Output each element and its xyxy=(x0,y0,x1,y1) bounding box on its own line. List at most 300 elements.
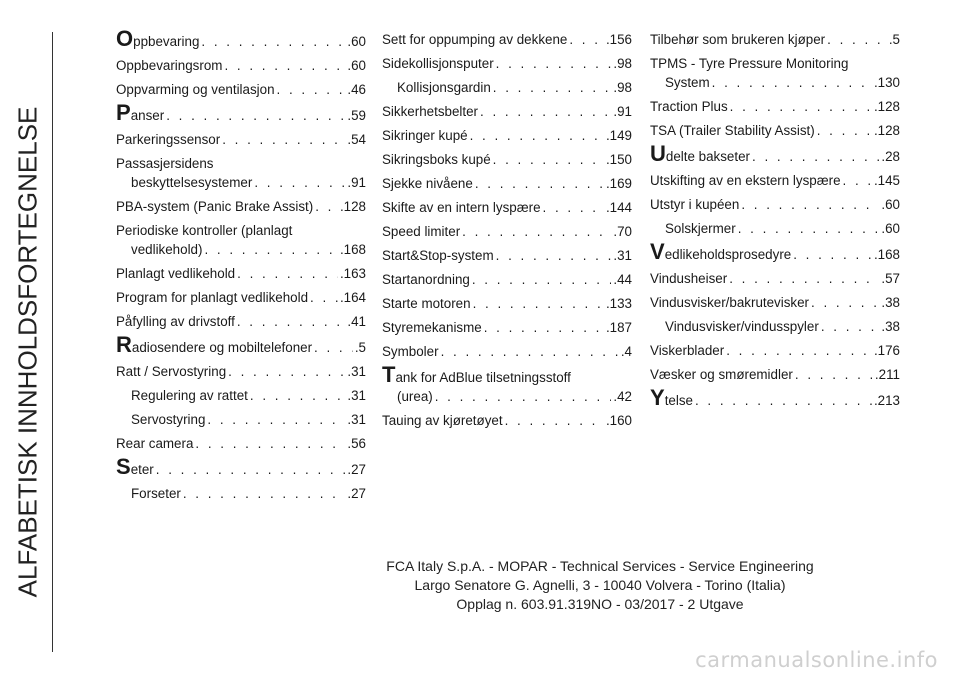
entry-line xyxy=(116,173,366,192)
entry-title: eter xyxy=(130,462,154,477)
index-entry xyxy=(116,221,366,259)
entry-line xyxy=(650,385,900,410)
index-entry xyxy=(382,222,632,241)
dot-leader xyxy=(493,150,604,169)
page-number: .150 xyxy=(605,152,632,167)
section-letter: U xyxy=(650,141,666,166)
page-number: .60 xyxy=(881,221,900,236)
index-entry xyxy=(116,484,366,503)
dot-leader xyxy=(195,434,345,453)
page-number: .163 xyxy=(339,266,366,281)
index-entry xyxy=(382,150,632,169)
entry-text xyxy=(116,362,226,381)
page-number: .187 xyxy=(605,320,632,335)
dot-leader xyxy=(843,171,872,190)
dot-leader xyxy=(201,32,345,51)
entry-title: Vindusheiser xyxy=(650,271,728,286)
entry-text xyxy=(116,197,313,216)
entry-line xyxy=(650,121,900,140)
index-entry xyxy=(116,454,366,479)
index-entry xyxy=(650,195,900,214)
entry-title: Start&Stop-system xyxy=(382,248,494,263)
index-entry xyxy=(382,318,632,337)
entry-line xyxy=(116,100,366,125)
page-number: .168 xyxy=(873,247,900,262)
dot-leader xyxy=(156,460,346,479)
entry-text xyxy=(650,293,809,312)
page-number: .98 xyxy=(613,80,632,95)
page-number: .144 xyxy=(605,200,632,215)
entry-text xyxy=(650,171,841,190)
index-entry xyxy=(382,102,632,121)
dot-leader xyxy=(484,318,604,337)
entry-text xyxy=(650,385,693,410)
entry-text xyxy=(665,219,736,238)
dot-leader xyxy=(726,341,872,360)
entry-title: Sikringer kupé xyxy=(382,128,468,143)
index-entry xyxy=(650,219,900,238)
dot-leader xyxy=(480,102,611,121)
page-number: .27 xyxy=(347,462,366,477)
index-entry xyxy=(650,54,900,92)
page-number: .57 xyxy=(881,271,900,286)
dot-leader xyxy=(204,240,337,259)
index-entry xyxy=(382,174,632,193)
page-number: .5 xyxy=(888,32,900,47)
entry-line xyxy=(382,362,632,387)
entry-line xyxy=(116,434,366,453)
entry-title: Utstyr i kupéen xyxy=(650,197,740,212)
dot-leader xyxy=(795,365,873,384)
entry-line xyxy=(382,126,632,145)
page-number: .169 xyxy=(605,176,632,191)
entry-line xyxy=(382,150,632,169)
dot-leader xyxy=(493,78,612,97)
dot-leader xyxy=(224,56,345,75)
entry-text xyxy=(382,222,460,241)
index-entry xyxy=(650,341,900,360)
entry-text xyxy=(116,454,154,479)
index-entry xyxy=(116,80,366,99)
entry-text xyxy=(116,332,313,357)
entry-continuation: vedlikehold) xyxy=(131,242,203,257)
index-entry xyxy=(382,294,632,313)
entry-text xyxy=(650,97,728,116)
entry-text xyxy=(650,121,815,140)
entry-title: Påfylling av drivstoff xyxy=(116,314,235,329)
side-divider xyxy=(52,32,53,652)
entry-text xyxy=(116,80,275,99)
index-entry xyxy=(650,97,900,116)
entry-line xyxy=(116,56,366,75)
dot-leader xyxy=(277,80,346,99)
dot-leader xyxy=(473,294,604,313)
page-number: .31 xyxy=(347,412,366,427)
entry-text xyxy=(116,26,200,51)
section-letter: T xyxy=(382,362,396,387)
entry-line xyxy=(650,73,900,92)
index-entry xyxy=(382,411,632,430)
index-entry xyxy=(382,30,632,49)
entry-title: Rear camera xyxy=(116,436,194,451)
entry-text xyxy=(382,318,482,337)
entry-line xyxy=(116,332,366,357)
entry-text xyxy=(650,30,825,49)
entry-title: Starte motoren xyxy=(382,296,471,311)
index-entry xyxy=(116,288,366,307)
page-number: .98 xyxy=(613,56,632,71)
section-letter: R xyxy=(116,332,132,357)
page-number: .149 xyxy=(605,128,632,143)
index-entry xyxy=(650,385,900,410)
entry-continuation: beskyttelsesystemer xyxy=(131,175,253,190)
entry-text xyxy=(382,294,471,313)
entry-line xyxy=(665,317,900,336)
dot-leader xyxy=(793,245,872,264)
entry-line xyxy=(382,198,632,217)
entry-title: Sett for oppumping av dekkene xyxy=(382,32,568,47)
entry-line xyxy=(650,239,900,264)
page-number: .27 xyxy=(347,486,366,501)
entry-text xyxy=(116,434,193,453)
index-entry xyxy=(650,239,900,264)
page-number: .42 xyxy=(613,389,632,404)
dot-leader xyxy=(237,264,338,283)
entry-title: Traction Plus xyxy=(650,99,728,114)
entry-line xyxy=(650,293,900,312)
entry-line xyxy=(650,365,900,384)
entry-text xyxy=(382,30,567,49)
dot-leader xyxy=(237,312,346,331)
entry-text xyxy=(650,54,848,73)
index-entry xyxy=(116,154,366,192)
entry-title: Passasjersidens xyxy=(116,156,214,171)
index-entry xyxy=(650,317,900,336)
entry-text xyxy=(116,221,292,240)
dot-leader xyxy=(752,147,879,166)
dot-leader xyxy=(462,222,611,241)
entry-line xyxy=(650,195,900,214)
publisher-footer xyxy=(340,557,860,614)
entry-title: Program for planlagt vedlikehold xyxy=(116,290,309,305)
entry-title: Solskjermer xyxy=(665,221,736,236)
index-entry xyxy=(382,362,632,406)
page-number: .60 xyxy=(347,58,366,73)
page-number: .4 xyxy=(620,344,632,359)
entry-text xyxy=(650,365,793,384)
section-letter: Y xyxy=(650,385,665,410)
entry-title: Parkeringssensor xyxy=(116,132,221,147)
entry-title: Speed limiter xyxy=(382,224,461,239)
dot-leader xyxy=(695,391,872,410)
entry-text xyxy=(116,100,165,125)
entry-continuation: System xyxy=(665,75,710,90)
entry-line xyxy=(116,362,366,381)
dot-leader xyxy=(730,97,872,116)
entry-text xyxy=(650,195,739,214)
entry-title: Sikringsboks kupé xyxy=(382,152,491,167)
entry-line xyxy=(116,154,366,173)
entry-text xyxy=(382,362,571,387)
index-entry xyxy=(650,171,900,190)
index-entry xyxy=(650,365,900,384)
entry-text xyxy=(665,317,819,336)
index-column-2 xyxy=(382,30,632,435)
page-number: .38 xyxy=(881,319,900,334)
entry-line xyxy=(116,288,366,307)
entry-line xyxy=(397,78,632,97)
entry-line xyxy=(650,269,900,288)
index-entry xyxy=(382,126,632,145)
entry-title: Kollisjonsgardin xyxy=(397,80,491,95)
entry-title: Styremekanisme xyxy=(382,320,482,335)
entry-line xyxy=(382,246,632,265)
entry-line xyxy=(382,222,632,241)
page-number: .70 xyxy=(613,224,632,239)
entry-title: Sidekollisjonsputer xyxy=(382,56,494,71)
entry-title: Periodiske kontroller (planlagt xyxy=(116,223,293,238)
page-number: .28 xyxy=(881,149,900,164)
dot-leader xyxy=(472,270,612,289)
entry-title: Tilbehør som brukeren kjøper xyxy=(650,32,826,47)
dot-leader xyxy=(712,73,872,92)
entry-title: Ratt / Servostyring xyxy=(116,364,227,379)
dot-leader xyxy=(315,197,338,216)
index-entry xyxy=(382,246,632,265)
index-entry xyxy=(650,30,900,49)
entry-line xyxy=(650,141,900,166)
page-number: .60 xyxy=(881,197,900,212)
entry-line xyxy=(116,26,366,51)
page-number: .46 xyxy=(347,82,366,97)
page-number: .41 xyxy=(347,314,366,329)
dot-leader xyxy=(441,342,619,361)
entry-title: ppbevaring xyxy=(133,34,200,49)
page-number: .38 xyxy=(881,295,900,310)
page-number: .59 xyxy=(347,108,366,123)
dot-leader xyxy=(738,219,880,238)
entry-text xyxy=(382,411,503,430)
entry-title: Sikkerhetsbelter xyxy=(382,104,479,119)
page-number: .176 xyxy=(873,343,900,358)
page-number: .128 xyxy=(339,199,366,214)
page-number: .31 xyxy=(613,248,632,263)
entry-text xyxy=(116,56,222,75)
index-entry xyxy=(116,434,366,453)
entry-line xyxy=(382,342,632,361)
page-number: .54 xyxy=(347,132,366,147)
page-number: .44 xyxy=(613,272,632,287)
dot-leader xyxy=(222,130,345,149)
dot-leader xyxy=(166,106,345,125)
page-number: .211 xyxy=(874,367,900,382)
dot-leader xyxy=(475,174,604,193)
entry-line xyxy=(116,130,366,149)
index-entry xyxy=(650,293,900,312)
entry-text xyxy=(382,342,439,361)
dot-leader xyxy=(811,293,879,312)
entry-text xyxy=(382,102,478,121)
entry-line xyxy=(650,341,900,360)
index-entry xyxy=(116,264,366,283)
entry-text xyxy=(650,269,727,288)
entry-text xyxy=(650,341,724,360)
entry-line xyxy=(116,264,366,283)
dot-leader xyxy=(827,30,887,49)
footer-line-3: Opplag n. 603.91.319NO - 03/2017 - 2 Utgave xyxy=(456,596,744,612)
page-number: .213 xyxy=(873,393,900,408)
dot-leader xyxy=(207,410,345,429)
entry-title: adiosendere og mobiltelefoner xyxy=(131,340,313,355)
entry-title: Viskerblader xyxy=(650,343,725,358)
dot-leader xyxy=(228,362,345,381)
entry-line xyxy=(382,411,632,430)
index-entry xyxy=(116,410,366,429)
entry-title: Forseter xyxy=(131,486,181,501)
watermark: carmanualsonline.info xyxy=(695,648,938,672)
dot-leader xyxy=(741,195,879,214)
index-column-3 xyxy=(650,30,900,415)
page-number: .91 xyxy=(613,104,632,119)
section-letter: S xyxy=(116,454,131,479)
entry-line xyxy=(131,410,366,429)
index-entry xyxy=(116,197,366,216)
entry-line xyxy=(650,171,900,190)
page-number: .5 xyxy=(354,340,366,355)
entry-line xyxy=(131,386,366,405)
entry-line xyxy=(116,312,366,331)
entry-title: telse xyxy=(664,393,693,408)
page-number: .91 xyxy=(347,175,366,190)
entry-title: Væsker og smøremidler xyxy=(650,367,793,382)
entry-line xyxy=(665,219,900,238)
dot-leader xyxy=(314,338,353,357)
entry-title: Startanordning xyxy=(382,272,470,287)
page-number: .164 xyxy=(339,290,366,305)
entry-line xyxy=(116,240,366,259)
page-number: .130 xyxy=(873,75,900,90)
dot-leader xyxy=(435,387,612,406)
entry-title: Oppvarming og ventilasjon xyxy=(116,82,275,97)
entry-title: edlikeholdsprosedyre xyxy=(664,247,792,262)
entry-text xyxy=(116,154,214,173)
page-number: .31 xyxy=(347,364,366,379)
dot-leader xyxy=(310,288,338,307)
section-letter: V xyxy=(650,239,665,264)
entry-title: TPMS - Tyre Pressure Monitoring xyxy=(650,56,849,71)
page-number: .60 xyxy=(347,34,366,49)
entry-text xyxy=(131,386,248,405)
entry-text xyxy=(382,126,468,145)
page-number: .56 xyxy=(347,436,366,451)
page-number: .168 xyxy=(339,242,366,257)
index-entry xyxy=(116,332,366,357)
entry-text xyxy=(116,312,235,331)
entry-text xyxy=(382,270,470,289)
entry-title: Planlagt vedlikehold xyxy=(116,266,236,281)
entry-text xyxy=(397,78,491,97)
dot-leader xyxy=(496,246,612,265)
entry-text xyxy=(116,264,235,283)
entry-line xyxy=(382,54,632,73)
dot-leader xyxy=(496,54,612,73)
entry-line xyxy=(116,80,366,99)
entry-continuation: (urea) xyxy=(397,389,433,404)
index-entry xyxy=(382,198,632,217)
entry-title: delte bakseter xyxy=(665,149,751,164)
entry-title: Vindusvisker/vindusspyler xyxy=(665,319,819,334)
index-entry xyxy=(650,141,900,166)
dot-leader xyxy=(470,126,604,145)
index-entry xyxy=(650,121,900,140)
entry-title: Skifte av en intern lyspære xyxy=(382,200,541,215)
dot-leader xyxy=(821,317,880,336)
page-number: .31 xyxy=(347,388,366,403)
entry-text xyxy=(382,54,494,73)
dot-leader xyxy=(817,121,872,140)
index-entry xyxy=(116,312,366,331)
dot-leader xyxy=(183,484,346,503)
dot-leader xyxy=(254,173,345,192)
entry-line xyxy=(131,484,366,503)
entry-title: Sjekke nivåene xyxy=(382,176,473,191)
index-entry xyxy=(382,78,632,97)
entry-line xyxy=(650,97,900,116)
entry-text xyxy=(382,198,541,217)
entry-title: anser xyxy=(130,108,165,123)
page-number: .156 xyxy=(605,32,632,47)
page-number: .160 xyxy=(605,413,632,428)
index-entry xyxy=(116,386,366,405)
footer-line-2: Largo Senatore G. Agnelli, 3 - 10040 Volvera - Torino (Italia) xyxy=(414,577,786,593)
entry-text xyxy=(382,174,473,193)
index-entry xyxy=(382,270,632,289)
entry-line xyxy=(382,387,632,406)
page-number: .128 xyxy=(873,123,900,138)
entry-title: ank for AdBlue tilsetningsstoff xyxy=(395,370,571,385)
entry-text xyxy=(131,484,181,503)
entry-line xyxy=(382,318,632,337)
entry-title: TSA (Trailer Stability Assist) xyxy=(650,123,815,138)
entry-title: Servostyring xyxy=(131,412,206,427)
entry-title: Tauing av kjøretøyet xyxy=(382,413,503,428)
entry-line xyxy=(116,197,366,216)
entry-title: Oppbevaringsrom xyxy=(116,58,223,73)
dot-leader xyxy=(729,269,879,288)
entry-title: Regulering av rattet xyxy=(131,388,248,403)
entry-title: PBA-system (Panic Brake Assist) xyxy=(116,199,314,214)
entry-line xyxy=(382,270,632,289)
dot-leader xyxy=(505,411,604,430)
index-entry xyxy=(382,54,632,73)
index-entry xyxy=(116,26,366,51)
entry-line xyxy=(116,221,366,240)
entry-title: Vindusvisker/bakrutevisker xyxy=(650,295,810,310)
dot-leader xyxy=(250,386,346,405)
dot-leader xyxy=(543,198,604,217)
index-entry xyxy=(116,100,366,125)
entry-line xyxy=(116,454,366,479)
entry-line xyxy=(382,102,632,121)
index-entry xyxy=(116,130,366,149)
index-entry xyxy=(116,362,366,381)
index-entry xyxy=(650,269,900,288)
entry-line xyxy=(650,54,900,73)
entry-text xyxy=(116,130,220,149)
entry-line xyxy=(382,174,632,193)
side-title: ALFABETISK INNHOLDSFORTEGNELSE xyxy=(12,106,43,598)
entry-text xyxy=(650,239,792,264)
